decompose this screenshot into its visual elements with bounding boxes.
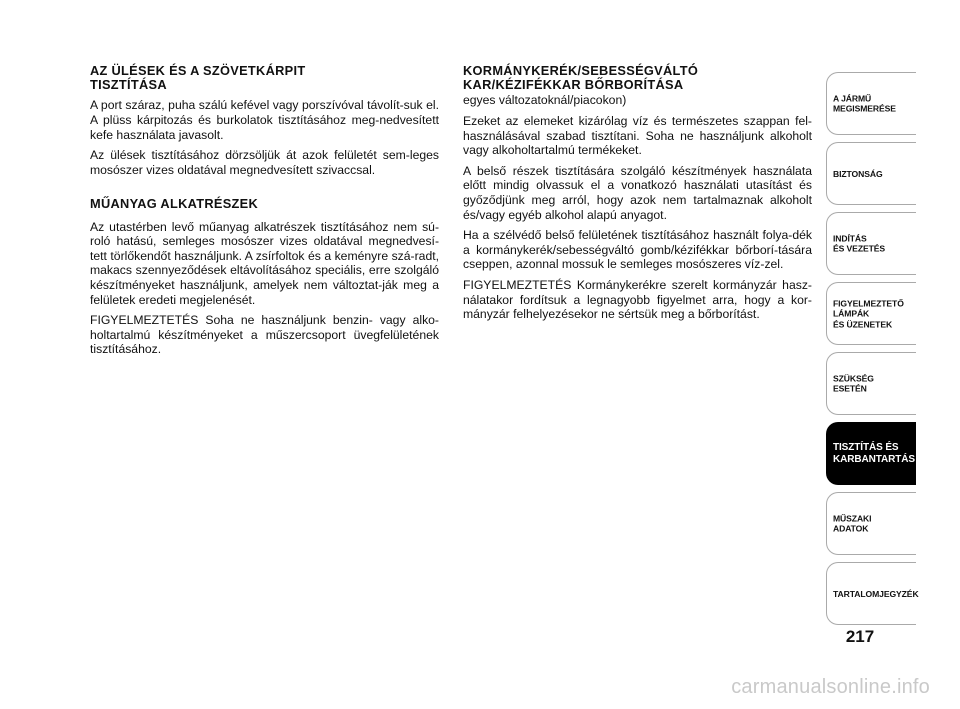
section-title-plastic: MŰANYAG ALKATRÉSZEK: [90, 196, 259, 212]
watermark: carmanualsonline.info: [731, 676, 930, 698]
paragraph: Ha a szélvédő belső felületének tisztításához használt folya-dék a kormánykerék/sebességváltó gomb/kézifékkar bőrborí-tására cseppen, azonnal mossuk le semleges mosószeres víz-zel.: [463, 228, 812, 272]
tab-warning-lights[interactable]: FIGYELMEZTETŐ LÁMPÁK ÉS ÜZENETEK: [826, 282, 916, 345]
paragraph: Az ülések tisztításához dörzsöljük át azok felületét sem-leges mosószer vizes oldatával megnedvesített szivaccsal.: [90, 148, 439, 177]
tab-safety[interactable]: BIZTONSÁG: [826, 142, 916, 205]
warning-paragraph: FIGYELMEZTETÉS Soha ne használjunk benzin- vagy alko-holtartalmú készítményeket a műszercsoport üvegfelületének tisztításához.: [90, 313, 439, 357]
tab-vehicle-familiarization[interactable]: A JÁRMŰ MEGISMERÉSE: [826, 72, 916, 135]
right-column: [463, 64, 812, 328]
section-title-leather: KORMÁNYKERÉK/SEBESSÉGVÁLTÓ KAR/KÉZIFÉKKAR BŐRBORÍTÁSA: [463, 63, 699, 93]
paragraph: A belső részek tisztítására szolgáló készítmények használata előtt mindig olvassuk el a vonatkozó használati utasítást és győződjünk meg arról, hogy azok nem tartalmaznak alkoholt és/vagy egyéb alkohol alapú anyagot.: [463, 163, 812, 222]
left-column: [90, 64, 439, 363]
tab-cleaning-maintenance[interactable]: TISZTÍTÁS ÉS KARBANTARTÁS: [826, 422, 916, 485]
tab-emergency[interactable]: SZÜKSÉG ESETÉN: [826, 352, 916, 415]
section-subtitle: egyes változatoknál/piacokon): [463, 93, 627, 108]
tab-technical-data[interactable]: MŰSZAKI ADATOK: [826, 492, 916, 555]
tab-starting-driving[interactable]: INDÍTÁS ÉS VEZETÉS: [826, 212, 916, 275]
warning-paragraph: FIGYELMEZTETÉS Kormánykerékre szerelt kormányzár hasz-nálatakor fordítsuk a legnagyobb figyelmet arra, hogy a kor-mányzár felhelyezésekor ne sértsük meg a bőrborítást.: [463, 277, 812, 322]
section-title-upholstery: AZ ÜLÉSEK ÉS A SZÖVETKÁRPIT TISZTÍTÁSA: [90, 63, 306, 93]
chapter-tabs: [826, 72, 919, 632]
page-number: 217: [845, 627, 875, 646]
paragraph: A port száraz, puha szálú kefével vagy porszívóval távolít-suk el. A plüss kárpitozás és burkolatok tisztításához meg-nedvesített kefe használata javasolt.: [90, 98, 439, 142]
paragraph: Az utastérben levő műanyag alkatrészek tisztításához nem sú-roló hatású, semleges mosószer vizes oldatával megnedvesí-tett törlőkendőt használjunk. A zsírfoltok és a keményre szá-radt, makacs szennyeződések eltávolításához speciális, erre szolgáló készítményeket használjunk, amelyek nem változtat-ják meg a felületek eredeti megjelenését.: [90, 219, 439, 307]
tab-contents[interactable]: TARTALOMJEGYZÉK: [826, 562, 916, 625]
paragraph: Ezeket az elemeket kizárólag víz és természetes szappan fel-használásával szabad tisztítani. Soha ne használjunk alkoholt vagy alkoholtartalmú termékeket.: [463, 114, 812, 158]
